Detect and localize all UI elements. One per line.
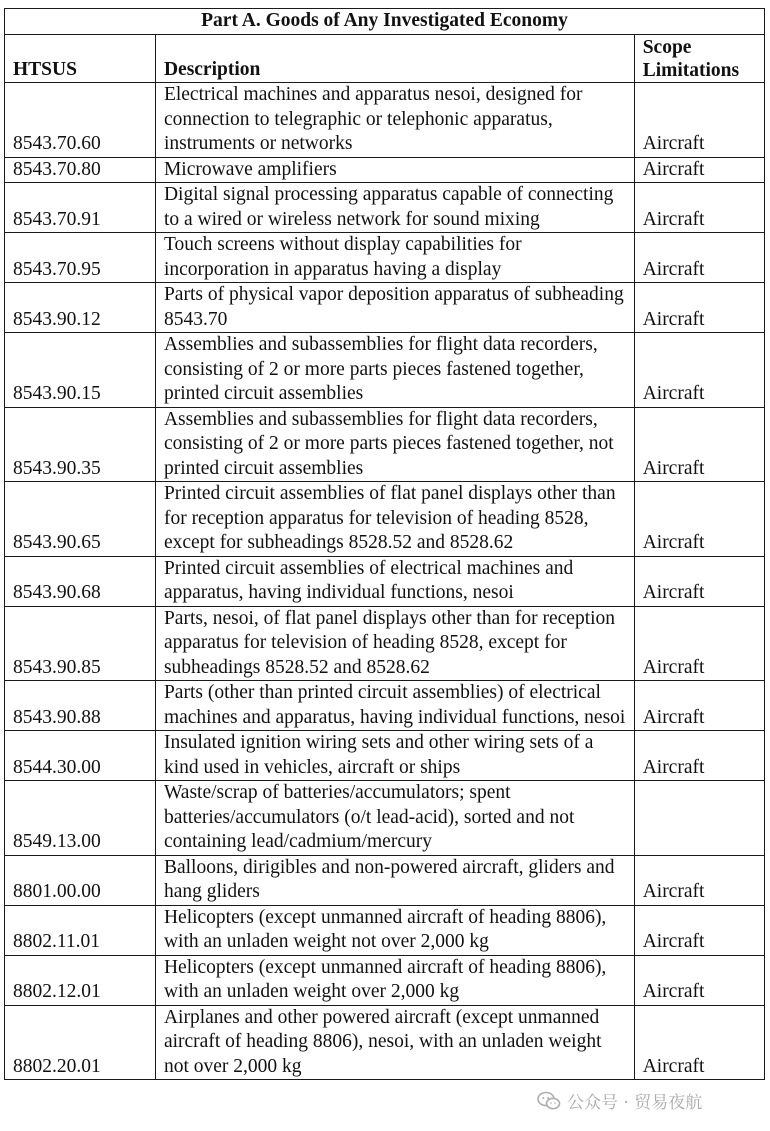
htsus-code-cell: 8543.90.15 [5, 333, 156, 408]
description-cell: Touch screens without display capabilities for incorporation in apparatus having a display [155, 233, 634, 283]
scope-limitation-cell: Aircraft [634, 556, 764, 606]
table-body [5, 83, 765, 1080]
table-title-row [5, 9, 765, 35]
description-cell: Microwave amplifiers [155, 157, 634, 183]
table-header-row [5, 35, 765, 83]
header-scope-limitations: Scope Limitations [634, 35, 764, 83]
htsus-code-cell: 8543.90.68 [5, 556, 156, 606]
scope-limitation-cell: Aircraft [634, 855, 764, 905]
htsus-code-cell: 8801.00.00 [5, 855, 156, 905]
htsus-code-cell: 8549.13.00 [5, 781, 156, 856]
table-row [5, 606, 765, 681]
scope-limitation-cell: Aircraft [634, 233, 764, 283]
htsus-code-cell: 8544.30.00 [5, 731, 156, 781]
scope-limitation-cell: Aircraft [634, 606, 764, 681]
scope-limitation-cell: Aircraft [634, 333, 764, 408]
table-row [5, 157, 765, 183]
htsus-code-cell: 8802.12.01 [5, 955, 156, 1005]
description-cell: Insulated ignition wiring sets and other wiring sets of a kind used in vehicles, aircraft or ships [155, 731, 634, 781]
htsus-table [4, 8, 765, 1080]
htsus-code-cell: 8543.70.95 [5, 233, 156, 283]
watermark [537, 1088, 702, 1113]
header-htsus: HTSUS [5, 35, 156, 83]
htsus-code-cell: 8543.70.60 [5, 83, 156, 158]
watermark-text: 公众号 · 贸易夜航 [567, 1093, 703, 1113]
description-cell: Helicopters (except unmanned aircraft of heading 8806), with an unladen weight not over 2,000 kg [155, 905, 634, 955]
scope-limitation-cell: Aircraft [634, 955, 764, 1005]
document-page [4, 8, 765, 1080]
table-row [5, 333, 765, 408]
scope-limitation-cell: Aircraft [634, 1005, 764, 1080]
header-description: Description [155, 35, 634, 83]
description-cell: Parts (other than printed circuit assemblies) of electrical machines and apparatus, having individual functions, nesoi [155, 681, 634, 731]
htsus-code-cell: 8543.70.80 [5, 157, 156, 183]
table-title: Part A. Goods of Any Investigated Economy [5, 9, 765, 35]
table-row [5, 781, 765, 856]
description-cell: Assemblies and subassemblies for flight data recorders, consisting of 2 or more parts pieces fastened together, printed circuit assemblies [155, 333, 634, 408]
description-cell: Parts of physical vapor deposition apparatus of subheading 8543.70 [155, 283, 634, 333]
table-row [5, 83, 765, 158]
table-row [5, 905, 765, 955]
scope-limitation-cell: Aircraft [634, 407, 764, 482]
description-cell: Airplanes and other powered aircraft (except unmanned aircraft of heading 8806), nesoi, with an unladen weight not over 2,000 kg [155, 1005, 634, 1080]
description-cell: Assemblies and subassemblies for flight data recorders, consisting of 2 or more parts pieces fastened together, not printed circuit assemblies [155, 407, 634, 482]
scope-limitation-cell: Aircraft [634, 283, 764, 333]
htsus-code-cell: 8543.70.91 [5, 183, 156, 233]
description-cell: Printed circuit assemblies of flat panel displays other than for reception apparatus for television of heading 8528, except for subheadings 8528.52 and 8528.62 [155, 482, 634, 557]
scope-limitation-cell: Aircraft [634, 83, 764, 158]
htsus-code-cell: 8543.90.85 [5, 606, 156, 681]
table-row [5, 233, 765, 283]
wechat-icon [537, 1091, 561, 1111]
table-row [5, 556, 765, 606]
table-row [5, 731, 765, 781]
table-row [5, 955, 765, 1005]
description-cell: Balloons, dirigibles and non-powered aircraft, gliders and hang gliders [155, 855, 634, 905]
description-cell: Electrical machines and apparatus nesoi, designed for connection to telegraphic or telephonic apparatus, instruments or networks [155, 83, 634, 158]
table-row [5, 183, 765, 233]
table-row [5, 855, 765, 905]
htsus-code-cell: 8543.90.65 [5, 482, 156, 557]
table-row [5, 1005, 765, 1080]
description-cell: Waste/scrap of batteries/accumulators; spent batteries/accumulators (o/t lead-acid), sorted and not containing lead/cadmium/mercury [155, 781, 634, 856]
htsus-code-cell: 8543.90.88 [5, 681, 156, 731]
scope-limitation-cell: Aircraft [634, 731, 764, 781]
scope-limitation-cell [634, 781, 764, 856]
scope-limitation-cell: Aircraft [634, 183, 764, 233]
scope-limitation-cell: Aircraft [634, 905, 764, 955]
description-cell: Helicopters (except unmanned aircraft of heading 8806), with an unladen weight over 2,000 kg [155, 955, 634, 1005]
htsus-code-cell: 8543.90.12 [5, 283, 156, 333]
table-row [5, 283, 765, 333]
htsus-code-cell: 8802.20.01 [5, 1005, 156, 1080]
table-row [5, 407, 765, 482]
scope-limitation-cell: Aircraft [634, 482, 764, 557]
scope-limitation-cell: Aircraft [634, 157, 764, 183]
description-cell: Printed circuit assemblies of electrical machines and apparatus, having individual functions, nesoi [155, 556, 634, 606]
htsus-code-cell: 8802.11.01 [5, 905, 156, 955]
table-row [5, 482, 765, 557]
description-cell: Digital signal processing apparatus capable of connecting to a wired or wireless network for sound mixing [155, 183, 634, 233]
htsus-code-cell: 8543.90.35 [5, 407, 156, 482]
scope-limitation-cell: Aircraft [634, 681, 764, 731]
table-row [5, 681, 765, 731]
description-cell: Parts, nesoi, of flat panel displays other than for reception apparatus for television of heading 8528, except for subheadings 8528.52 and 8528.62 [155, 606, 634, 681]
